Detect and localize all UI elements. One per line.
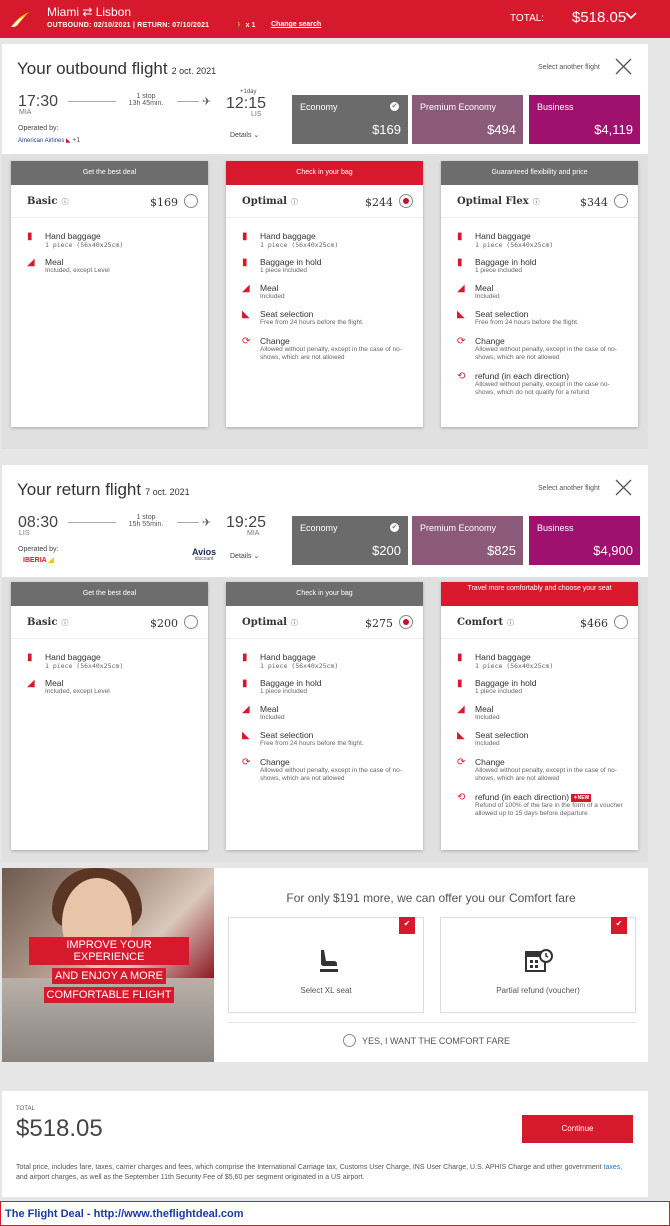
top-bar [0, 0, 670, 38]
upsell-option-label: Select XL seat [300, 986, 352, 995]
hold-baggage-icon: ▮ [242, 678, 248, 689]
avios-badge [192, 549, 216, 563]
trip-dates: OUTBOUND: 02/10/2021 | RETURN: 07/10/2021 [47, 22, 210, 29]
operator-name: IBERIA [23, 557, 47, 564]
feature-sub: 1 piece (56x40x25cm) [45, 662, 124, 670]
details-toggle[interactable]: Details ⌄ [230, 553, 260, 560]
feature-title: Meal [260, 283, 279, 293]
feature-sub: 1 piece included [475, 688, 522, 695]
seat-icon: ◣ [242, 309, 250, 320]
feature-sub: Refund of 100% of the fare in the form of a voucher allowed up to 15 days before departure [475, 802, 623, 817]
passenger-count-value: x 1 [245, 22, 256, 29]
departure-airport: MIA [19, 109, 32, 116]
select-another-outbound[interactable]: Select another flight [538, 64, 600, 71]
feature-title: Baggage in hold [475, 678, 537, 688]
feature-item [242, 704, 414, 722]
operator-extra: +1 [72, 137, 81, 144]
fare-name [27, 617, 68, 628]
aa-logo-icon: ◣ [66, 138, 71, 144]
hand-baggage-icon: ▮ [27, 231, 33, 242]
stops-info [116, 93, 176, 107]
person-icon: 🚶 [235, 22, 244, 29]
chevron-down-icon[interactable] [625, 9, 637, 25]
meal-icon: ◢ [457, 704, 465, 715]
feature-item [242, 257, 414, 275]
check-icon: ✔ [391, 524, 398, 531]
cabin-price: $494 [487, 122, 516, 137]
cabin-name: Premium Economy [420, 523, 497, 533]
fare-radio-selected[interactable] [399, 194, 413, 208]
feature-title: Baggage in hold [260, 678, 322, 688]
return-date: 7 oct. 2021 [145, 487, 190, 497]
info-icon[interactable]: ⓘ [532, 198, 540, 206]
info-icon[interactable]: ⓘ [61, 198, 69, 206]
cabin-premium-economy[interactable] [412, 516, 523, 565]
feature-sub: Free from 24 hours before the flight. [475, 319, 579, 326]
outbound-flight-panel [2, 44, 648, 154]
info-icon[interactable]: ⓘ [290, 198, 298, 206]
avios-sub: discount [194, 556, 214, 562]
divider [441, 638, 638, 639]
cabin-business[interactable] [529, 516, 640, 565]
fare-radio[interactable] [614, 615, 628, 629]
promo-photo [2, 868, 214, 1062]
cabin-economy[interactable] [292, 516, 408, 565]
hand-baggage-icon: ▮ [457, 231, 463, 242]
return-fares-area [2, 577, 648, 862]
footer-text: The Flight Deal - http://www.theflightdeal.com [5, 1208, 244, 1220]
plane-icon: ✈ [202, 96, 212, 108]
feature-sub: Included [260, 293, 285, 300]
comfort-upsell [2, 868, 648, 1062]
fare-name [27, 196, 68, 207]
fare-name-text: Basic [27, 196, 58, 207]
details-toggle[interactable]: Details ⌄ [230, 132, 260, 139]
arrival-airport: MIA [247, 530, 260, 537]
header-total-value[interactable]: $518.05 [572, 9, 627, 26]
feature-sub: Free from 24 hours before the flight. [260, 319, 364, 326]
route-line [68, 522, 116, 523]
feature-item [242, 652, 414, 670]
feature-sub: Allowed without penalty, except in the case of no-shows, which are not allowed [260, 346, 402, 361]
feature-title: Change [475, 336, 505, 346]
divider [11, 638, 208, 639]
feature-item [457, 730, 629, 748]
fare-basic-outbound[interactable] [11, 161, 208, 427]
seat-icon [312, 947, 342, 975]
fare-optimal-return[interactable] [226, 582, 423, 850]
feature-item [242, 231, 414, 249]
fare-header: Check in your bag [226, 582, 423, 606]
fare-name-text: Optimal Flex [457, 196, 529, 207]
fare-name [242, 617, 298, 628]
meal-icon: ◢ [242, 704, 250, 715]
feature-item [27, 678, 199, 696]
promo-line: AND ENJOY A MORE [52, 968, 166, 984]
feature-item [242, 309, 414, 327]
iberia-wing-icon: ◢ [48, 557, 54, 564]
feature-title: Hand baggage [475, 652, 531, 662]
fare-name [457, 196, 540, 207]
feature-item [27, 231, 199, 249]
feature-title: Seat selection [260, 730, 314, 740]
disclaimer-text: , and airport charges, as well as the September 11th Security Fee of $5,60 per segment originated in a US airport. [16, 1164, 623, 1181]
fare-price: $466 [580, 617, 608, 630]
passenger-count [235, 21, 255, 29]
stops-count: 1 stop [136, 93, 156, 100]
fare-price: $275 [365, 617, 393, 630]
continue-button[interactable]: Continue [522, 1115, 633, 1143]
check-tag-icon: ✔ [399, 917, 415, 934]
cabin-price: $200 [372, 543, 401, 558]
feature-title: refund (in each direction) [475, 371, 570, 381]
feature-item [242, 678, 414, 696]
feature-sub: 1 piece included [260, 267, 307, 274]
cabin-name: Economy [300, 523, 338, 533]
feature-item [27, 257, 199, 275]
route-title: Miami ⇄ Lisbon [47, 5, 132, 19]
feature-sub: Included [475, 740, 500, 747]
comfort-fare-label: YES, I WANT THE COMFORT FARE [362, 1036, 511, 1046]
feature-sub: Included [475, 293, 500, 300]
route-line [177, 522, 199, 523]
feature-item [457, 371, 629, 397]
feature-title: Meal [45, 257, 64, 267]
change-icon: ⟳ [457, 336, 466, 347]
new-badge-text: NEW [577, 795, 590, 801]
calendar-refund-icon [524, 947, 554, 975]
fare-price: $344 [580, 196, 608, 209]
route-line [177, 101, 199, 102]
feature-item [457, 757, 629, 783]
feature-item [242, 730, 414, 748]
hand-baggage-icon: ▮ [242, 231, 248, 242]
feature-item [242, 757, 414, 783]
feature-title: Meal [45, 678, 64, 688]
cabin-price: $4,119 [594, 122, 633, 137]
fare-optimal-flex-outbound[interactable] [441, 161, 638, 427]
total-panel [2, 1091, 648, 1197]
upsell-option-label: Partial refund (voucher) [496, 986, 580, 995]
return-flight-panel [2, 465, 648, 577]
hand-baggage-icon: ▮ [457, 652, 463, 663]
feature-title: Meal [260, 704, 279, 714]
feature-sub: 1 piece (56x40x25cm) [475, 662, 554, 670]
feature-title [475, 792, 629, 802]
info-icon[interactable]: ⓘ [290, 619, 298, 627]
change-icon: ⟳ [242, 336, 251, 347]
close-icon[interactable] [615, 479, 632, 496]
info-icon[interactable]: ⓘ [61, 619, 69, 627]
feature-title: Seat selection [260, 309, 314, 319]
feature-title: Change [260, 336, 290, 346]
promo-message [29, 936, 189, 1004]
fare-price: $244 [365, 196, 393, 209]
fare-header: Get the best deal [11, 582, 208, 606]
feature-item [457, 704, 629, 722]
hold-baggage-icon: ▮ [457, 257, 463, 268]
feature-title: Meal [475, 283, 494, 293]
hold-baggage-icon: ▮ [457, 678, 463, 689]
meal-icon: ◢ [242, 283, 250, 294]
fare-name [242, 196, 298, 207]
seat-icon: ◣ [457, 730, 465, 741]
divider [226, 638, 423, 639]
departure-time: 17:30 [18, 93, 59, 110]
selected-cabin-pointer [341, 148, 353, 154]
american-airlines-logo [18, 137, 80, 144]
fare-name-text: Optimal [242, 196, 287, 207]
outbound-title [17, 59, 216, 79]
outbound-date: 2 oct. 2021 [171, 66, 217, 76]
feature-item [242, 283, 414, 301]
seat-icon: ◣ [242, 730, 250, 741]
feature-sub: Included [260, 714, 285, 721]
outbound-title-text: Your outbound flight [17, 59, 168, 78]
promo-line: IMPROVE YOUR EXPERIENCE [29, 937, 189, 965]
feature-title-text: refund (in each direction) [475, 792, 570, 802]
refund-icon: ⟲ [457, 371, 466, 382]
feature-title: Seat selection [475, 309, 529, 319]
feature-sub: Included [475, 714, 500, 721]
seat-icon: ◣ [457, 309, 465, 320]
change-icon: ⟳ [242, 757, 251, 768]
hold-baggage-icon: ▮ [242, 257, 248, 268]
feature-sub: Free from 24 hours before the flight. [260, 740, 364, 747]
divider [441, 217, 638, 218]
fare-header: Get the best deal [11, 161, 208, 185]
divider [11, 217, 208, 218]
cabin-price: $4,900 [593, 543, 633, 558]
divider [228, 1022, 636, 1023]
fare-name [457, 617, 514, 628]
fare-radio-selected[interactable] [399, 615, 413, 629]
feature-item [457, 336, 629, 362]
iberia-logo-icon [10, 10, 30, 28]
feature-item [457, 309, 629, 327]
arrival-time: 19:25 [226, 514, 267, 531]
feature-sub: Included, except Level [45, 267, 110, 274]
feature-title: Hand baggage [260, 652, 316, 662]
cabin-name: Premium Economy [420, 102, 497, 112]
feature-title: Baggage in hold [475, 257, 537, 267]
upsell-option-partial-refund [440, 917, 636, 1013]
meal-icon: ◢ [27, 678, 35, 689]
feature-item [242, 336, 414, 362]
cabin-premium-economy[interactable] [412, 95, 523, 144]
feature-item [457, 257, 629, 275]
departure-airport: LIS [19, 530, 30, 537]
divider [226, 217, 423, 218]
fare-basic-return[interactable] [11, 582, 208, 850]
selected-cabin-pointer [341, 571, 353, 577]
feature-sub: Allowed without penalty, except in the case no-shows, which do not qualify for a refund [475, 381, 610, 396]
feature-sub: Allowed without penalty, except in the case of no-shows, which are not allowed [260, 767, 402, 782]
feature-item [457, 652, 629, 670]
feature-sub: 1 piece (56x40x25cm) [475, 241, 554, 249]
fare-optimal-outbound[interactable] [226, 161, 423, 427]
refund-icon: ⟲ [457, 792, 466, 803]
arrival-time: 12:15 [226, 95, 267, 112]
close-icon[interactable] [615, 58, 632, 75]
feature-title: Change [260, 757, 290, 767]
feature-sub: 1 piece (56x40x25cm) [45, 241, 124, 249]
feature-title: Hand baggage [45, 652, 101, 662]
total-label: TOTAL [16, 1106, 35, 1112]
fare-name-text: Basic [27, 617, 58, 628]
feature-title: Hand baggage [260, 231, 316, 241]
fare-radio[interactable] [614, 194, 628, 208]
meal-icon: ◢ [457, 283, 465, 294]
cabin-price: $169 [372, 122, 401, 137]
fare-header: Check in your bag [226, 161, 423, 185]
select-another-return[interactable]: Select another flight [538, 485, 600, 492]
operated-by-label: Operated by: [18, 125, 59, 132]
total-value: $518.05 [16, 1115, 103, 1142]
feature-sub: Allowed without penalty, except in the case of no-shows, which are not allowed [475, 346, 617, 361]
fare-name-text: Optimal [242, 617, 287, 628]
flight-duration: 13h 45min. [128, 100, 164, 107]
plane-icon: ✈ [202, 517, 212, 529]
feature-sub: Allowed without penalty, except in the case of no-shows, which are not allowed [475, 767, 617, 782]
feature-item [457, 678, 629, 696]
check-icon: ✔ [391, 103, 398, 110]
flight-duration: 15h 55min. [128, 521, 164, 528]
stops-info [116, 514, 176, 528]
cabin-name: Business [537, 102, 574, 112]
fare-name-text: Comfort [457, 617, 504, 628]
taxes-link[interactable]: taxes [603, 1164, 621, 1171]
cabin-economy[interactable] [292, 95, 408, 144]
upsell-heading: For only $191 more, we can offer you our Comfort fare [286, 891, 576, 905]
fare-price: $200 [150, 617, 178, 630]
feature-item [457, 231, 629, 249]
disclaimer-text: Total price, includes fare, taxes, carrier charges and fees, which comprise the International Carriage tax, Customs User Charge, INS User Charge, U.S. APHIS Charge and other government [16, 1164, 604, 1171]
return-title [17, 480, 190, 500]
feature-sub: Included, except Level [45, 688, 110, 695]
operator-name: American Airlines [18, 138, 65, 144]
operated-by-label: Operated by: [18, 546, 59, 553]
feature-sub: 1 piece included [475, 267, 522, 274]
feature-sub: 1 piece (56x40x25cm) [260, 662, 339, 670]
fare-header: Travel more comfortably and choose your seat [441, 582, 638, 606]
comfort-fare-checkbox[interactable] [343, 1034, 510, 1047]
watermark-footer [0, 1201, 670, 1226]
radio-circle[interactable] [343, 1034, 356, 1047]
feature-item [457, 792, 629, 818]
departure-time: 08:30 [18, 514, 59, 531]
cabin-price: $825 [487, 543, 516, 558]
info-icon[interactable]: ⓘ [507, 619, 515, 627]
change-icon: ⟳ [457, 757, 466, 768]
plus-day-badge: +1day [240, 89, 257, 95]
return-title-text: Your return flight [17, 480, 142, 499]
feature-item [27, 652, 199, 670]
outbound-fares-area [2, 154, 648, 449]
hand-baggage-icon: ▮ [242, 652, 248, 663]
check-tag-icon: ✔ [611, 917, 627, 934]
feature-title: Change [475, 757, 505, 767]
stops-count: 1 stop [136, 514, 156, 521]
cabin-name: Business [537, 523, 574, 533]
avios-title: Avios [192, 547, 217, 557]
feature-title: Seat selection [475, 730, 529, 740]
feature-title: Meal [475, 704, 494, 714]
fare-comfort-return[interactable] [441, 582, 638, 850]
meal-icon: ◢ [27, 257, 35, 268]
promo-line: COMFORTABLE FLIGHT [44, 987, 175, 1003]
fare-price: $169 [150, 196, 178, 209]
feature-sub: 1 piece (56x40x25cm) [260, 241, 339, 249]
price-disclaimer [16, 1163, 626, 1183]
feature-title: Hand baggage [45, 231, 101, 241]
feature-title: Baggage in hold [260, 257, 322, 267]
new-badge: ✦NEW [573, 795, 590, 801]
fare-radio[interactable] [184, 194, 198, 208]
iberia-operator-logo [23, 556, 54, 564]
header-total-label: TOTAL: [510, 13, 545, 24]
fare-radio[interactable] [184, 615, 198, 629]
cabin-business[interactable] [529, 95, 640, 144]
feature-title: Hand baggage [475, 231, 531, 241]
cabin-name: Economy [300, 102, 338, 112]
feature-item [457, 283, 629, 301]
feature-sub: 1 piece included [260, 688, 307, 695]
hand-baggage-icon: ▮ [27, 652, 33, 663]
arrival-airport: LIS [251, 111, 262, 118]
change-search-link[interactable]: Change search [271, 21, 322, 28]
upsell-option-xl-seat [228, 917, 424, 1013]
route-line [68, 101, 116, 102]
fare-header: Guaranteed flexibility and price [441, 161, 638, 185]
